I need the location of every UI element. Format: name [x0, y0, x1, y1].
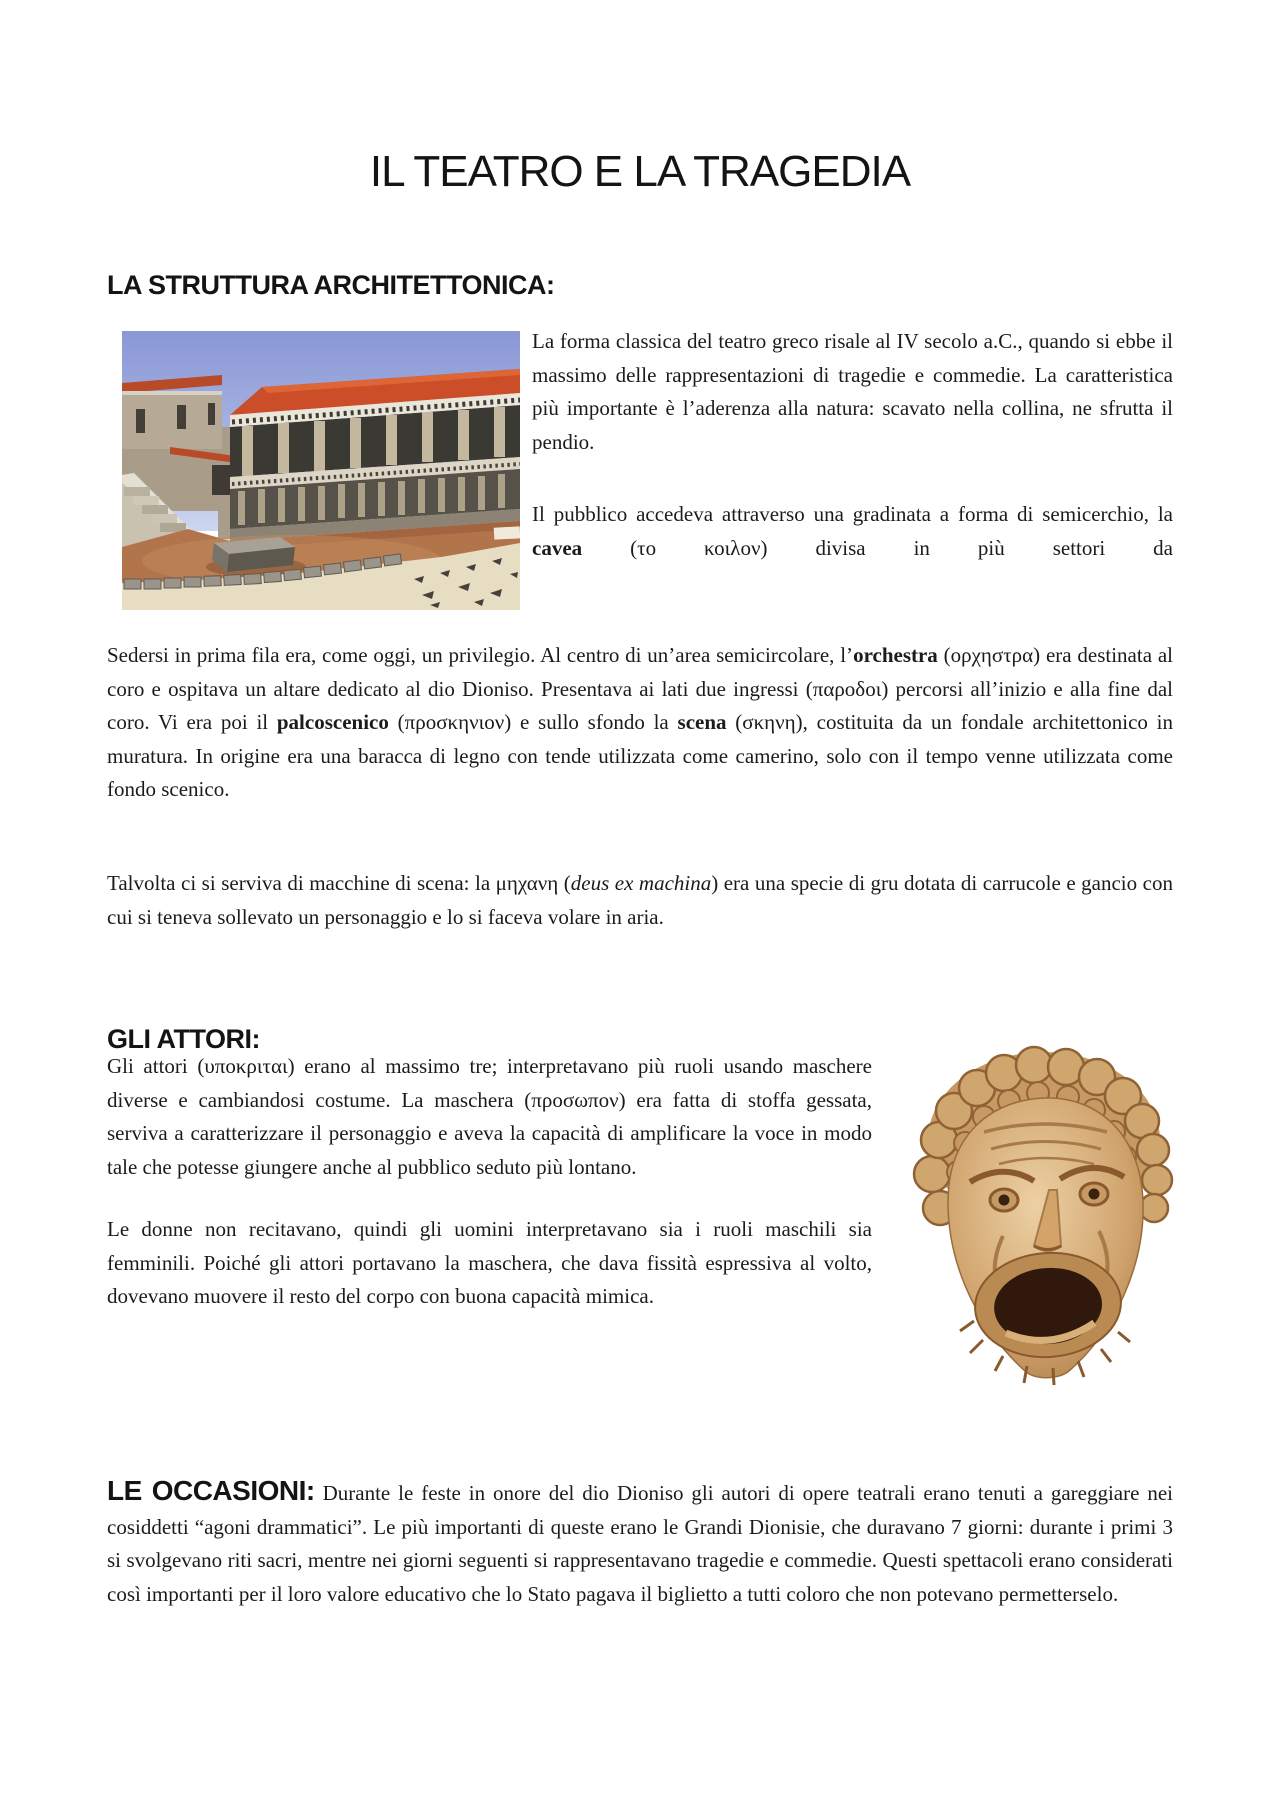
page-title: IL TEATRO E LA TRAGEDIA: [369, 147, 911, 196]
paragraph: [107, 1213, 872, 1314]
mask-image: [908, 1040, 1180, 1412]
paragraph: [532, 498, 1173, 565]
mask-illustration: [908, 1040, 1180, 1412]
text-run: Durante le feste in onore del dio Dioniso gli autori di opere teatrali erano tenuti a gareggiare nei cosiddetti “agoni drammatici”. Le più importanti di queste erano le Grandi Dionisie, che duravano 7 giorni: durante i primi 3 si svolgevano riti sacri, mentre nei giorni seguenti si rappresentavano tragedie e commedie. Questi spettacoli erano considerati così importanti per il loro valore educativo che lo Stato pagava il biglietto a tutti coloro che non potevano permetterselo.: [107, 1481, 1174, 1606]
text-run: ) era una specie di gru dotata di carrucole e gancio con cui si teneva sollevato un personaggio e lo si faceva volare in aria.: [107, 871, 1173, 929]
text-run: (σκηνη), costituita da un fondale architettonico in muratura. In origine era una baracca di legno con tende utilizzata come camerino, solo con il tempo venne utilizzata come fondo scenico.: [107, 710, 1174, 801]
stoa-building: [230, 369, 520, 541]
italic-term-deus-ex-machina: deus ex machina: [570, 871, 712, 895]
bold-term-orchestra: orchestra: [853, 643, 938, 667]
paragraph: [107, 867, 1173, 934]
paragraph-orchestra: [107, 639, 1173, 807]
text-run: Gli attori (υποκριται) erano al massimo tre; interpretavano più ruoli usando maschere diverse e cambiandosi costume. La maschera (προσωπον) era fatta di stoffa gessata, serviva a caratterizzare il personaggio e aveva la capacità di amplificare la voce in modo tale che potesse giungere anche al pubblico seduto più lontano.: [107, 1054, 872, 1179]
text-run: Il pubblico accedeva attraverso una gradinata a forma di semicerchio, la: [532, 502, 1173, 526]
struttura-right-column: [532, 325, 1173, 565]
attori-text-column: [107, 1050, 872, 1314]
paragraph: [532, 325, 1173, 459]
text-run: Talvolta ci si serviva di macchine di scena: la μηχανη (: [107, 871, 571, 895]
theater-image: [122, 331, 520, 610]
text-run: Sedersi in prima fila era, come oggi, un privilegio. Al centro di un’area semicircolare, l’: [107, 643, 854, 667]
paragraph-occasioni: [107, 1474, 1173, 1611]
paragraph: [107, 1050, 872, 1184]
paragraph-macchine: [107, 867, 1173, 934]
section-heading-occasioni: LE OCCASIONI:: [107, 1475, 315, 1506]
text-run: (προσκηνιον) e sullo sfondo la: [388, 710, 678, 734]
text-run: (το κοιλον) divisa in più settori da: [582, 535, 1173, 560]
bold-term-cavea: cavea: [532, 535, 583, 560]
theater-illustration: [122, 331, 520, 610]
bold-term-palcoscenico: palcoscenico: [276, 710, 389, 734]
text-run: La forma classica del teatro greco risale al IV secolo a.C., quando si ebbe il massimo delle rappresentazioni di tragedie e commedie. La caratteristica più importante è l’aderenza alla natura: scavato nella collina, ne sfrutta il pendio.: [532, 329, 1173, 454]
paragraph: [107, 1474, 1173, 1611]
section-heading-attori: GLI ATTORI:: [107, 1024, 260, 1054]
section-heading-struttura: LA STRUTTURA ARCHITETTONICA:: [107, 270, 555, 300]
paragraph: [107, 639, 1173, 807]
text-run: Le donne non recitavano, quindi gli uomini interpretavano sia i ruoli maschili sia femminili. Poiché gli attori portavano la maschera, che dava fissità espressiva al volto, dovevano muovere il resto del corpo con buona capacità mimica.: [107, 1217, 872, 1308]
bold-term-scena: scena: [677, 710, 727, 734]
text-run: (ορχηστρα) era destinata al coro e ospitava un altare dedicato al dio Dioniso. Presentava ai lati due ingressi (παροδοι) percorsi all’inizio e alla fine dal coro. Vi era poi il: [107, 643, 1173, 734]
